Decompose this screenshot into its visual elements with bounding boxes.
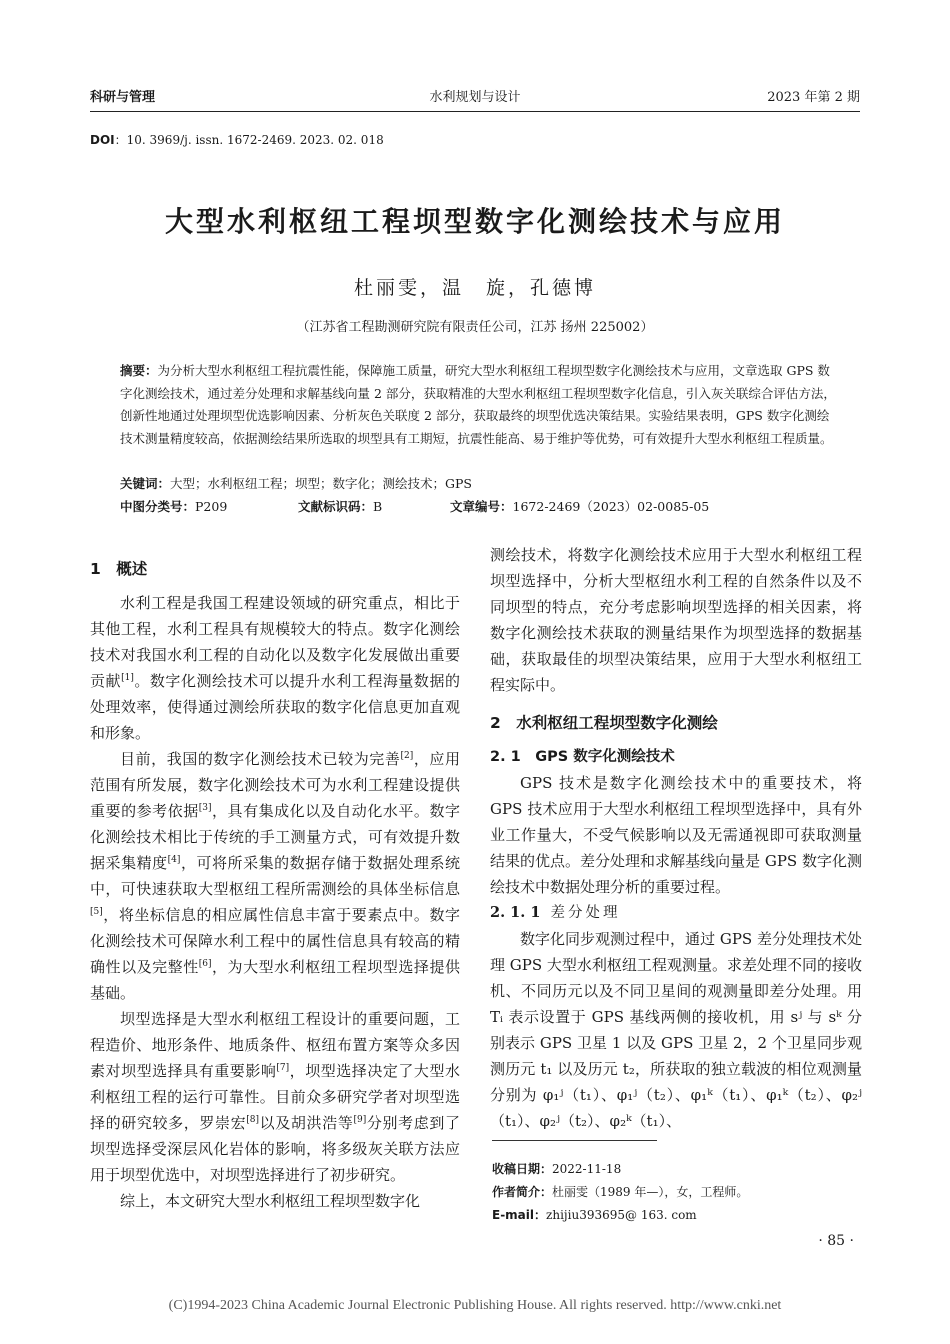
received-date: 收稿日期：2022-11-18: [492, 1162, 622, 1176]
doi-value: ：10. 3969/j. issn. 1672-2469. 2023. 02. 018: [114, 133, 384, 147]
abstract-text: 为分析大型水利枢纽工程抗震性能，保障施工质量，研究大型水利枢纽工程坝型数字化测绘技术与应用，文章选取 GPS 数字化测绘技术，通过差分处理和求解基线向量 2 部分，获取精准的大型水利枢纽工程坝型数字化信息，引入灰关联综合评估方法，创新性地通过处理坝型优选影响因素、分析灰色关联度 2 部分，获取最终的坝型优选决策结果。实验结果表明，GPS 数字化测绘技术测量精度较高，依据测绘结果所选取的坝型具有工期短，抗震性能高、易于维护等优势，可有效提升大型水利枢纽工程质量。: [120, 363, 836, 446]
paper-title: 大型水利枢纽工程坝型数字化测绘技术与应用: [164, 205, 785, 238]
section-1-heading: 1 概述: [90, 560, 148, 578]
author-email: E-mail：zhijiu393695@ 163. com: [492, 1208, 697, 1222]
keywords-label: 关键词：: [120, 476, 171, 491]
paragraph: 数字化同步观测过程中，通过 GPS 差分处理技术处理 GPS 大型水利枢纽工程观测量。求差处理不同的接收机、不同历元以及不同卫星间的观测量即差分处理。用 Tᵢ 表示设置于 GPS 基线两侧的接收机，用 sʲ 与 sᵏ 分别表示 GPS 卫星 1 以及 GPS 卫星 2，2 个卫星同步观测历元 t₁ 以及历元 t₂，所获取的独立载波的相位观测量分别为 φ₁ʲ（t₁）、φ₁ʲ（t₂）、φ₁ᵏ（t₁）、φ₁ᵏ（t₂）、φ₂ʲ（t₁）、φ₂ʲ（t₂）、φ₂ᵏ（t₁）、: [490, 930, 862, 1130]
doc-label: 文献标识码：: [298, 499, 374, 514]
article-number: [450, 497, 709, 515]
authors: 杜丽雯，温 旋，孔德博: [353, 277, 596, 299]
paragraph: 坝型选择是大型水利枢纽工程设计的重要问题，工程造价、地形条件、地质条件、枢纽布置方案等众多因素对坝型选择具有重要影响[7]，坝型选择决定了大型水利枢纽工程的运行可靠性。目前众多研究学者对坝型选择的研究较多，罗崇宏[8]以及胡洪浩等[9]分别考虑到了坝型选择受深层风化岩体的影响，将多级灰关联方法应用于坝型优选中，对坝型选择进行了初步研究。: [90, 1010, 460, 1184]
section-label: 科研与管理: [90, 90, 156, 105]
citation: [3]: [198, 803, 212, 813]
section-2-1-1-heading: [490, 900, 862, 926]
paragraph: 目前，我国的数字化测绘技术已较为完善[2]，应用范围有所发展，数字化测绘技术可为水利工程建设提供重要的参考依据[3]，具有集成化以及自动化水平。数字化测绘技术相比于传统的手工测量方式，可有效提升数据采集精度[4]，可将所采集的数据存储于数据处理系统中，可快速获取大型枢纽工程所需测绘的具体坐标信息[5]，将坐标信息的相应属性信息丰富于要素点中。数字化测绘技术可保障水利工程中的属性信息具有较高的精确性以及完整性[6]，为大型水利枢纽工程坝型选择提供基础。: [90, 750, 460, 1002]
section-2-heading: 2 水利枢纽工程坝型数字化测绘: [490, 714, 718, 732]
keywords: [120, 474, 472, 492]
left-column: [90, 552, 460, 1214]
citation: [8]: [246, 1115, 260, 1125]
header-rule: [90, 111, 860, 112]
journal-name: 水利规划与设计: [429, 90, 521, 105]
citation: [7]: [276, 1063, 290, 1073]
section-2-1-1-title: 差分处理: [550, 905, 621, 921]
right-column: [490, 542, 862, 1134]
doi-label: DOI: [90, 133, 115, 147]
citation: [6]: [198, 959, 212, 969]
author-bio: 作者简介：杜丽雯（1989 年—），女，工程师。: [492, 1185, 749, 1199]
citation: [1]: [121, 673, 134, 683]
paragraph: GPS 技术是数字化测绘技术中的重要技术，将 GPS 技术应用于大型水利枢纽工程坝型选择中，具有外业工作量大，不受气候影响以及无需通视即可获取测量结果的优点。差分处理和求解基线向量是 GPS 数字化测绘技术中数据处理分析的重要过程。: [490, 774, 862, 896]
page-number: · 85 ·: [818, 1233, 854, 1249]
footnote-rule: [492, 1140, 657, 1141]
citation: [5]: [90, 907, 103, 917]
citation: [9]: [353, 1115, 367, 1125]
affiliation: （江苏省工程勘测研究院有限责任公司，江苏 扬州 225002）: [296, 320, 654, 335]
art-value: 1672-2469（2023）02-0085-05: [512, 499, 710, 514]
section-2-1-1-number: 2. 1. 1: [490, 904, 541, 921]
doc-code: [298, 497, 382, 515]
art-label: 文章编号：: [450, 499, 513, 514]
doi-line: [90, 131, 384, 148]
keywords-text: 大型；水利枢纽工程；坝型；数字化；测绘技术；GPS: [170, 476, 472, 491]
citation: [4]: [167, 855, 181, 865]
doc-value: B: [373, 499, 383, 514]
paragraph: 测绘技术，将数字化测绘技术应用于大型水利枢纽工程坝型选择中，分析大型枢纽水利工程的自然条件以及不同坝型的特点，充分考虑影响坝型选择的相关因素，将数字化测绘技术获取的测量结果作为坝型选择的数据基础，获取最佳的坝型决策结果，应用于大型水利枢纽工程实际中。: [490, 546, 862, 694]
section-2-1-heading: 2. 1 GPS 数字化测绘技术: [490, 749, 675, 765]
clc-code: [120, 497, 227, 515]
clc-label: 中图分类号：: [120, 499, 196, 514]
paragraph: 综上，本文研究大型水利枢纽工程坝型数字化: [120, 1192, 421, 1210]
paragraph: 水利工程是我国工程建设领域的研究重点，相比于其他工程，水利工程具有规模较大的特点。数字化测绘技术对我国水利工程的自动化以及数字化发展做出重要贡献[1]。数字化测绘技术可以提升水利工程海量数据的处理效率，使得通过测绘所获取的数字化信息更加直观和形象。: [90, 594, 460, 742]
clc-value: P209: [195, 499, 228, 514]
abstract-label: 摘要：: [120, 363, 158, 378]
abstract: [120, 360, 840, 450]
citation: [2]: [400, 751, 414, 761]
issue-label: 2023 年第 2 期: [767, 90, 860, 105]
copyright-footer: (C)1994-2023 China Academic Journal Electronic Publishing House. All rights reserved. http://www.cnki.net: [168, 1298, 782, 1313]
